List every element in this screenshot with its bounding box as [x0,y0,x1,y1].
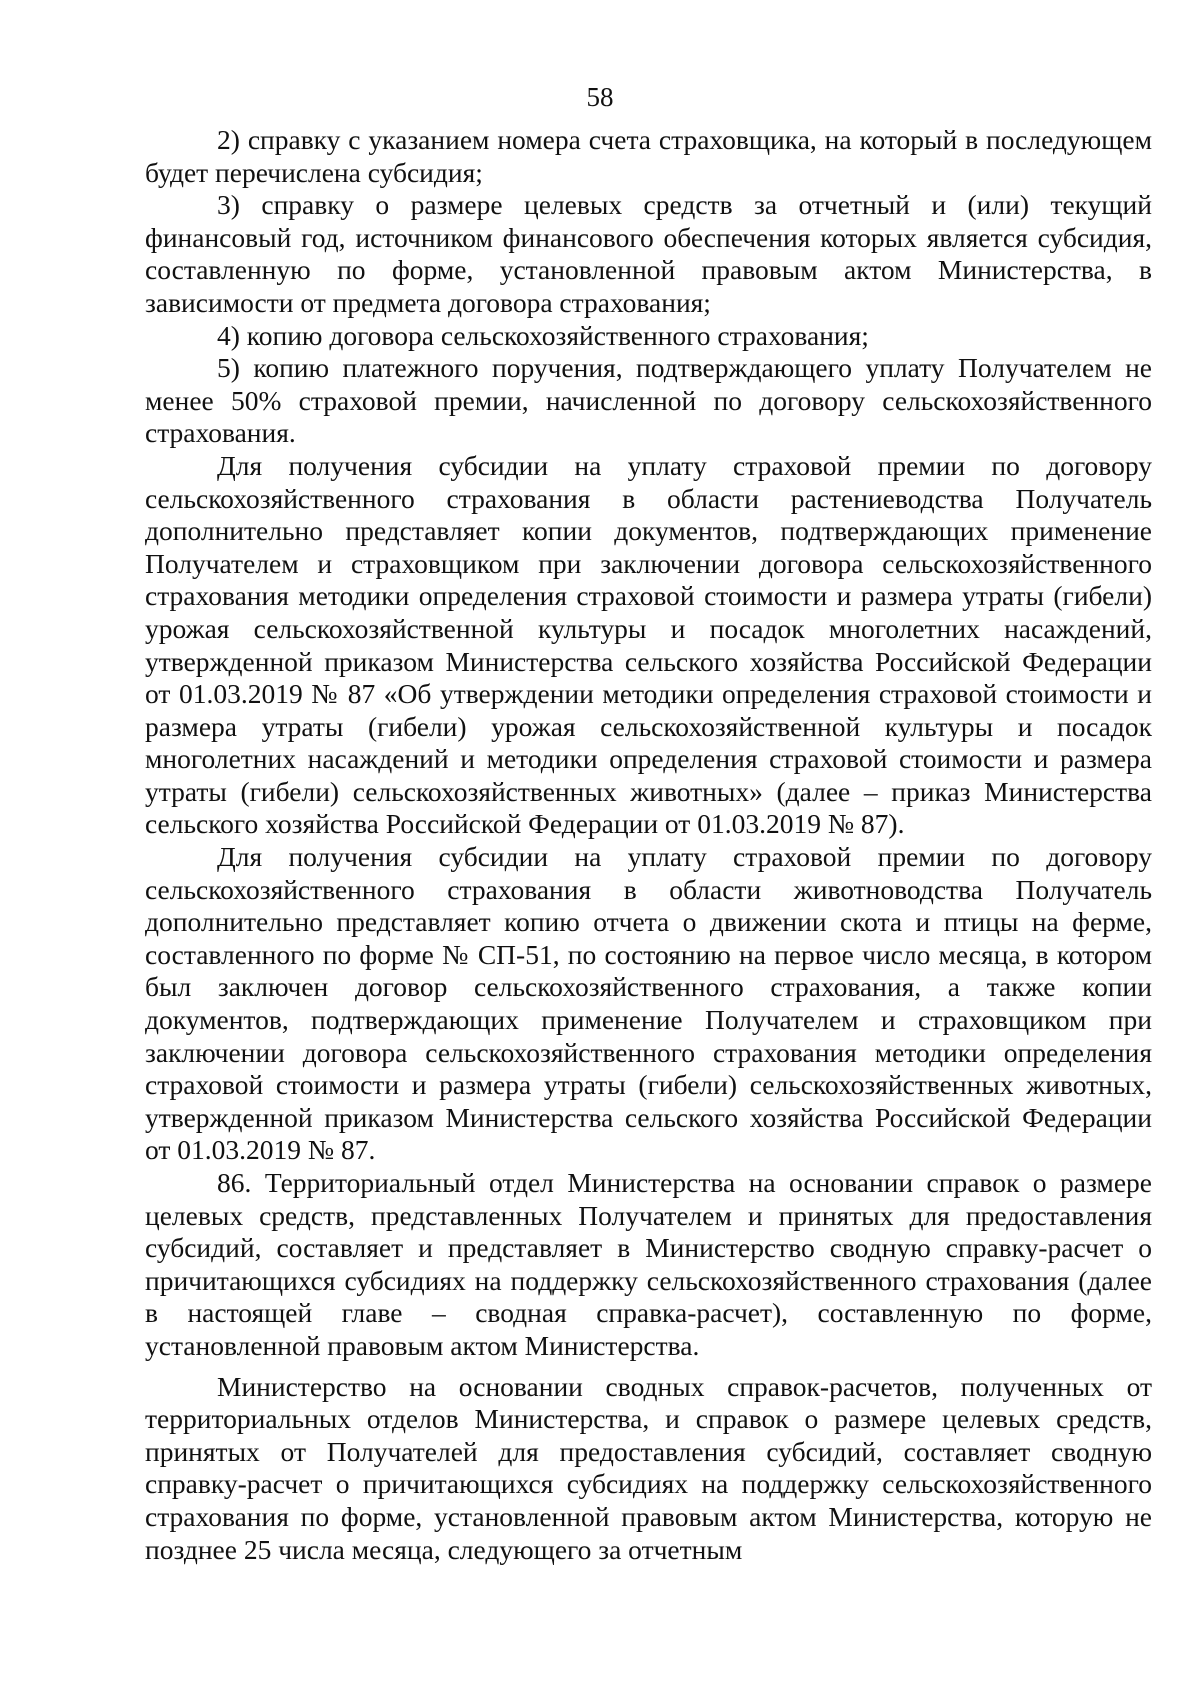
paragraph-item-5: 5) копию платежного поручения, подтверждающего уплату Получателем не менее 50% страховой премии, начисленной по договору сельскохозяйственного страхования. [145,352,1152,449]
paragraph-item-2: 2) справку с указанием номера счета страховщика, на который в последующем будет перечислена субсидия; [145,124,1152,188]
paragraph-livestock-insurance: Для получения субсидии на уплату страховой премии по договору сельскохозяйственного страхования в области животноводства Получатель дополнительно представляет копию отчета о движении скота и птицы на ферме, составленного по форме № СП-51, по состоянию на первое число месяца, в котором был заключен договор сельскохозяйственного страхования, а также копии документов, подтверждающих применение Получателем и страховщиком при заключении договора сельскохозяйственного страхования методики определения страховой стоимости и размера утраты (гибели) сельскохозяйственных животных, утвержденной приказом Министерства сельского хозяйства Российской Федерации от 01.03.2019 № 87. [145,841,1152,1166]
paragraph-item-3: 3) справку о размере целевых средств за отчетный и (или) текущий финансовый год, источником финансового обеспечения которых является субсидия, составленную по форме, установленной правовым актом Министерства, в зависимости от предмета договора страхования; [145,189,1152,318]
page-number: 58 [586,82,614,112]
document-body [145,124,1152,1566]
paragraph-crop-insurance: Для получения субсидии на уплату страховой премии по договору сельскохозяйственного страхования в области растениеводства Получатель дополнительно представляет копии документов, подтверждающих применение Получателем и страховщиком при заключении договора сельскохозяйственного страхования методики определения страховой стоимости и размера утраты (гибели) урожая сельскохозяйственной культуры и посадок многолетних насаждений, утвержденной приказом Министерства сельского хозяйства Российской Федерации от 01.03.2019 № 87 «Об утверждении методики определения страховой стоимости и размера утраты (гибели) урожая сельскохозяйственной культуры и посадок многолетних насаждений и методики определения страховой стоимости и размера утраты (гибели) сельскохозяйственных животных» (далее – приказ Министерства сельского хозяйства Российской Федерации от 01.03.2019 № 87). [145,449,1152,840]
paragraph-ministry-summary: Министерство на основании сводных справок-расчетов, полученных от территориальных отделов Министерства, и справок о размере целевых средств, принятых от Получателей для предоставления субсидий, составляет сводную справку-расчет о причитающихся субсидиях на поддержку сельскохозяйственного страхования по форме, установленной правовым актом Министерства, которую не позднее 25 числа месяца, следующего за отчетным [145,1370,1152,1565]
paragraph-86: 86. Территориальный отдел Министерства на основании справок о размере целевых средств, представленных Получателем и принятых для предоставления субсидий, составляет и представляет в Министерство сводную справку-расчет о причитающихся субсидиях на поддержку сельскохозяйственного страхования (далее в настоящей главе – сводная справка-расчет), составленную по форме, установленной правовым актом Министерства. [145,1167,1152,1361]
paragraph-item-4: 4) копию договора сельскохозяйственного страхования; [217,319,869,351]
